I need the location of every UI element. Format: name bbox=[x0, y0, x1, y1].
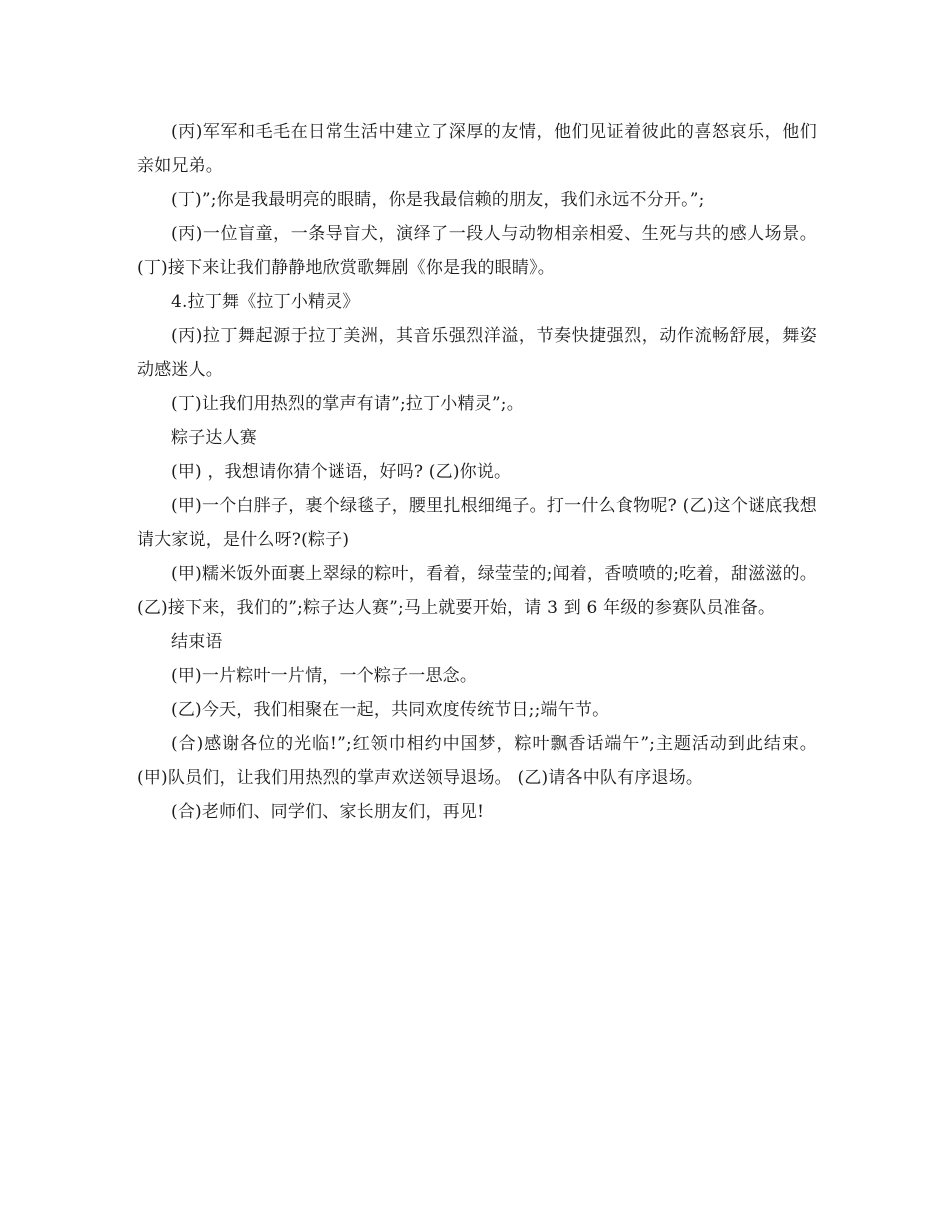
paragraph-farewell: (合)老师们、同学们、家长朋友们，再见! bbox=[171, 802, 485, 822]
paragraph-eyes-quote: (丁)”;你是我最明亮的眼睛，你是我最信赖的朋友，我们永远不分开。”; bbox=[171, 190, 705, 210]
paragraph-friendship: (丙)军军和毛毛在日常生活中建立了深厚的友情，他们见证着彼此的喜怒哀乐，他们亲如兄弟。 bbox=[137, 122, 817, 176]
paragraph-closing-a: (甲)一片粽叶一片情，一个粽子一思念。 bbox=[171, 666, 478, 686]
paragraph-closing-b: (乙)今天，我们相聚在一起，共同欢度传统节日;;端午节。 bbox=[171, 700, 610, 720]
paragraph-closing-thanks: (合)感谢各位的光临!”;红领巾相约中国梦，粽叶飘香话端午”;主题活动到此结束。 (甲)队员们，让我们用热烈的掌声欢送领导退场。 (乙)请各中队有序退场。 bbox=[137, 734, 817, 788]
paragraph-blind-child: (丙)一位盲童，一条导盲犬，演绎了一段人与动物相亲相爱、生死与共的感人场景。 (丁)接下来让我们静静地欣赏歌舞剧《你是我的眼睛》。 bbox=[137, 224, 817, 278]
paragraph-latin-invite: (丁)让我们用热烈的掌声有请”;拉丁小精灵”;。 bbox=[171, 394, 524, 414]
paragraph-zongzi-description: (甲)糯米饭外面裹上翠绿的粽叶，看着，绿莹莹的;闻着，香喷喷的;吃着，甜滋滋的。 (乙)接下来，我们的”;粽子达人赛”;马上就要开始，请 3 到 6 年级的参赛队员准备。 bbox=[137, 564, 817, 618]
paragraph-riddle: (甲)一个白胖子，裹个绿毯子，腰里扎根细绳子。打一什么食物呢? (乙)这个谜底我想请大家说，是什么呀?(粽子) bbox=[137, 496, 817, 550]
paragraph-latin-origin: (丙)拉丁舞起源于拉丁美洲，其音乐强烈洋溢，节奏快捷强烈，动作流畅舒展，舞姿动感迷人。 bbox=[137, 326, 817, 380]
section-heading-latin-dance: 4.拉丁舞《拉丁小精灵》 bbox=[171, 292, 360, 312]
section-heading-zongzi-contest: 粽子达人赛 bbox=[171, 428, 257, 448]
section-heading-closing: 结束语 bbox=[171, 632, 223, 652]
paragraph-riddle-intro: (甲) ，我想请你猜个谜语，好吗? (乙)你说。 bbox=[171, 462, 512, 482]
document-body bbox=[137, 115, 817, 829]
